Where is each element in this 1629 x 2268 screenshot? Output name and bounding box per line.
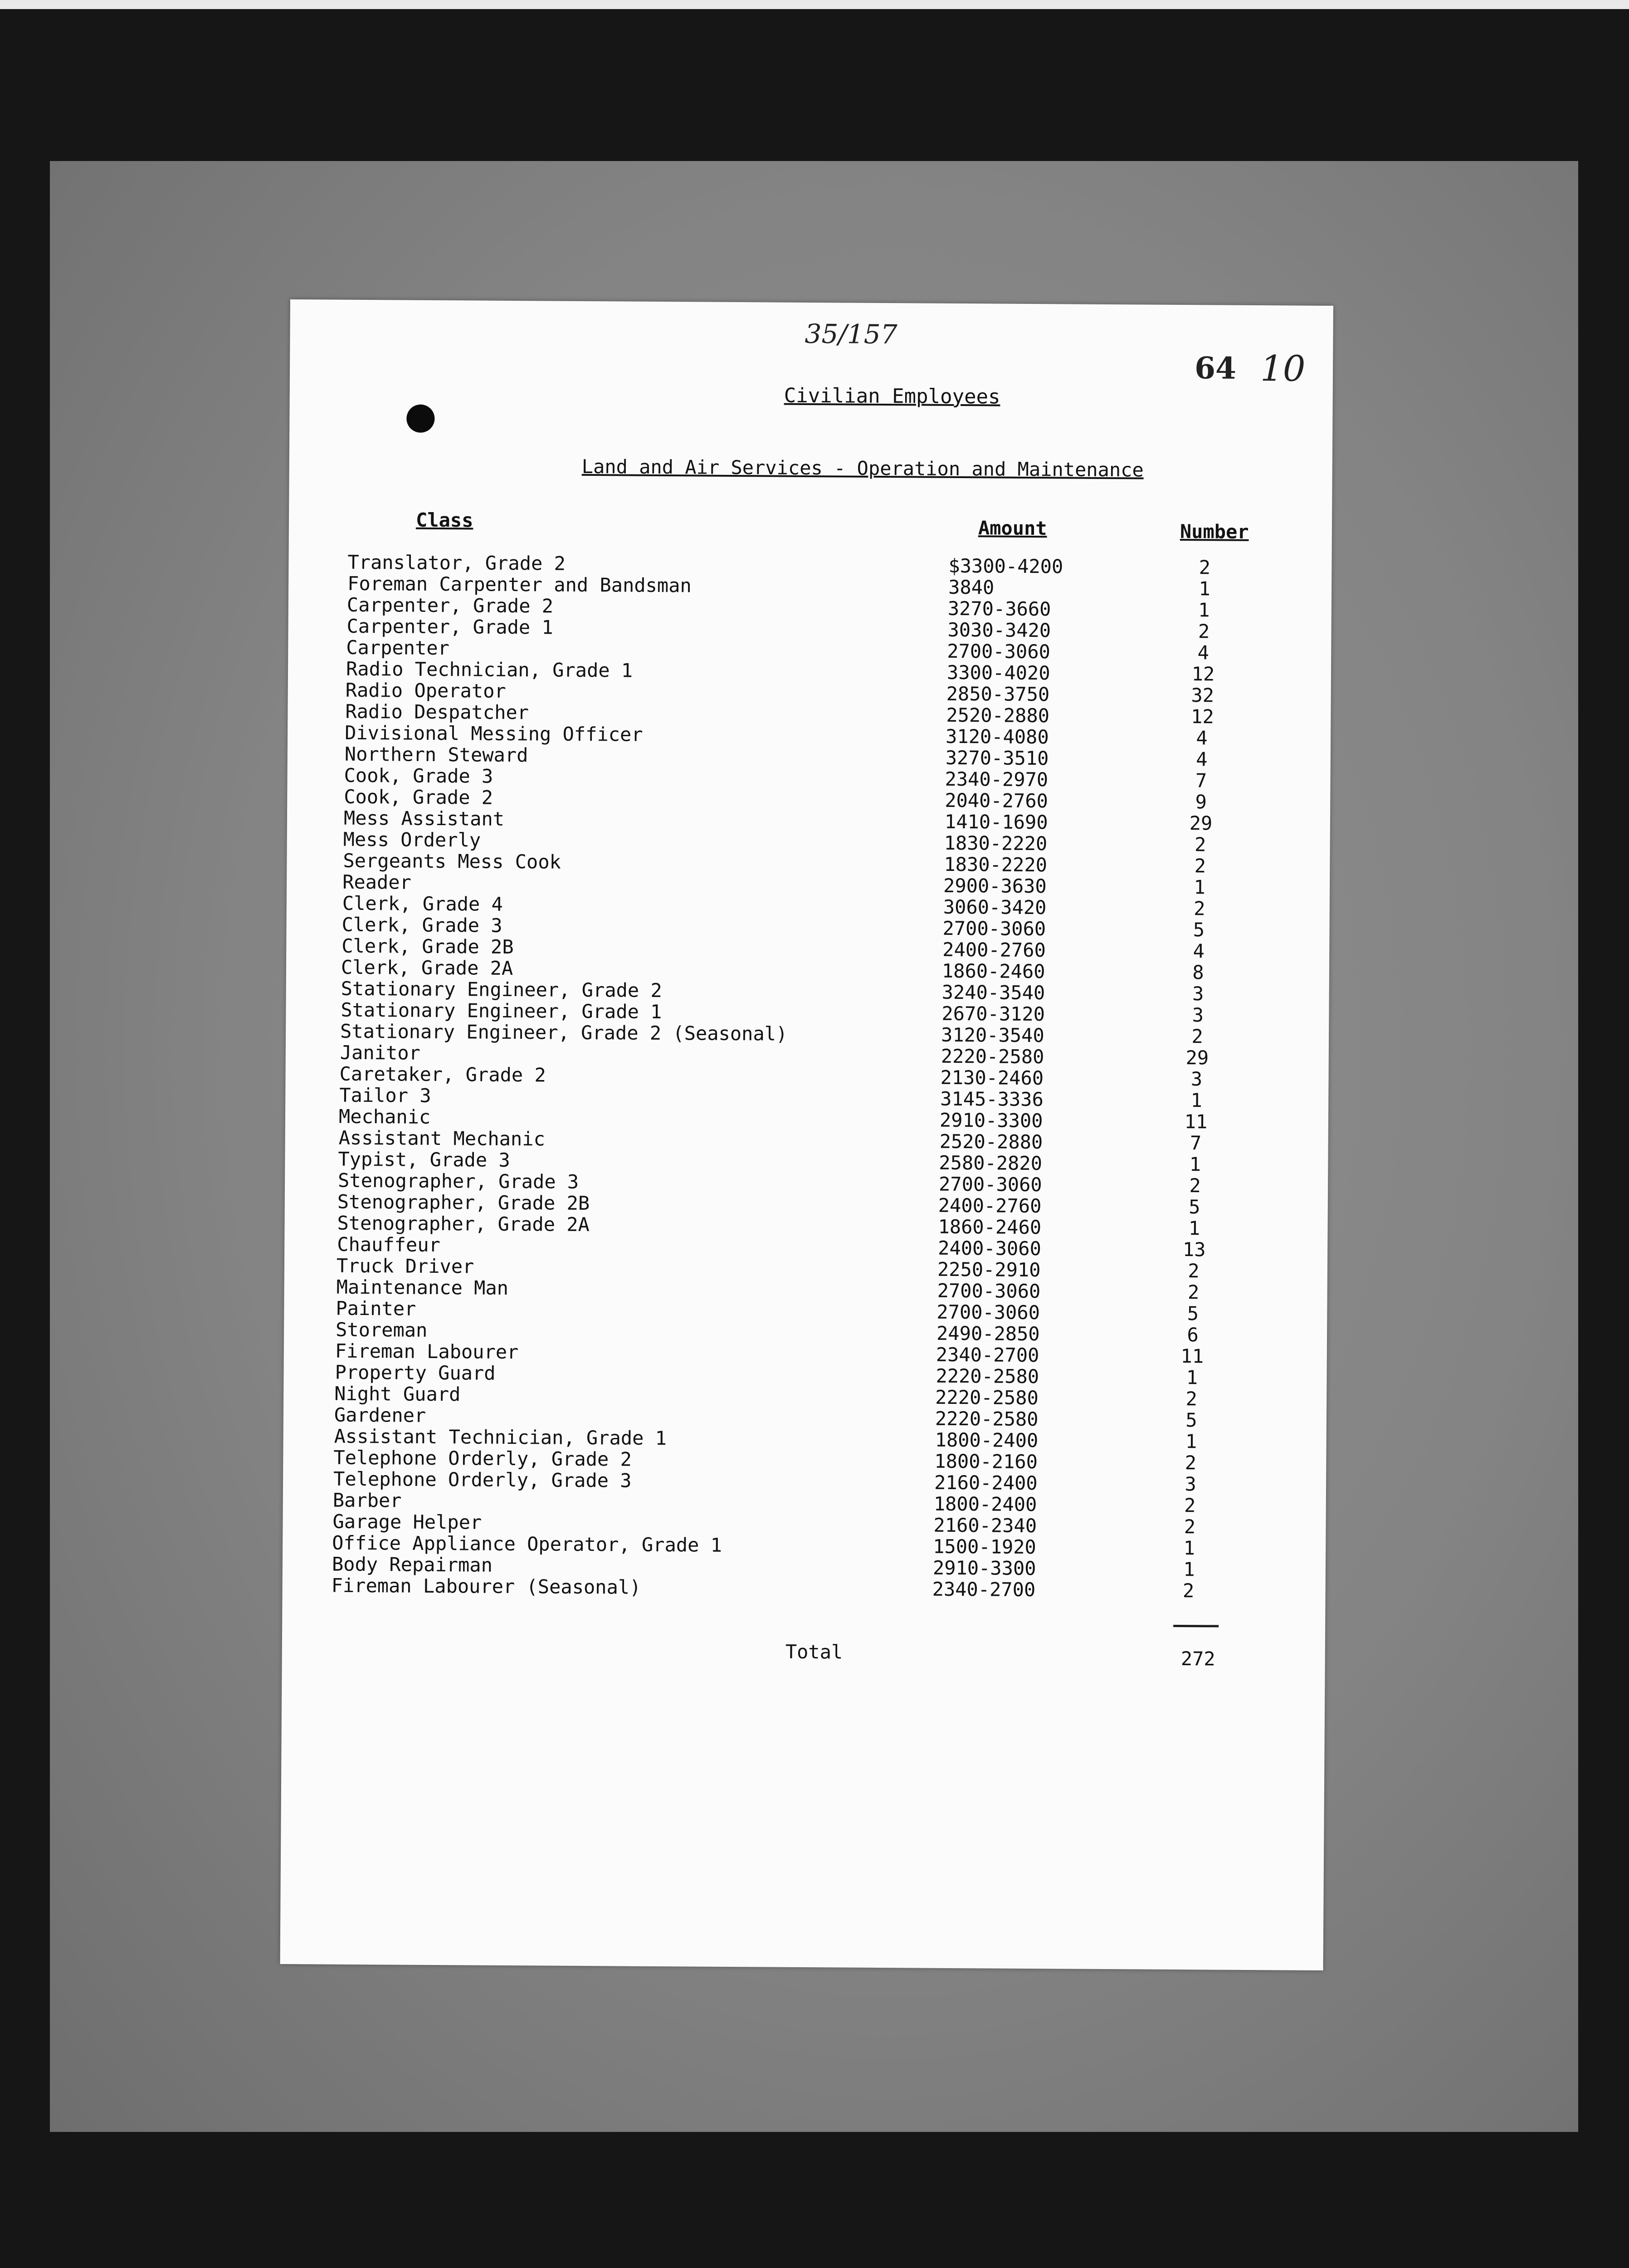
employee-table [283,551,1332,1602]
row-amount: 1830-2220 [944,831,1048,855]
row-amount: 3145-3336 [940,1087,1044,1111]
row-class: Painter [336,1297,416,1320]
row-amount: 2700-3060 [947,640,1051,663]
row-number: 8 [1192,961,1204,984]
row-class: Carpenter [346,636,450,660]
row-amount: 2340-2700 [932,1578,1036,1601]
row-number: 12 [1191,663,1215,685]
row-class: Fireman Labourer [335,1339,519,1364]
row-number: 29 [1189,812,1213,835]
scan-top-edge [0,0,1629,9]
row-number: 2 [1194,897,1205,920]
row-number: 2 [1187,1281,1200,1304]
row-amount: 1800-2400 [935,1428,1039,1452]
row-amount: 2900-3630 [943,874,1047,898]
row-class: Mechanic [338,1105,431,1128]
row-amount: 3120-4080 [945,725,1049,748]
row-amount: 3300-4020 [946,661,1050,684]
row-number: 3 [1192,1004,1204,1026]
row-amount: 3840 [948,576,995,599]
row-number: 1 [1188,1217,1200,1240]
row-class: Stationary Engineer, Grade 1 [341,998,662,1023]
row-amount: 3060-3420 [943,895,1047,919]
row-amount: 2910-3300 [939,1109,1043,1132]
row-amount: 2340-2970 [945,767,1049,791]
row-class: Barber [332,1489,402,1512]
row-class: Stenographer, Grade 2A [337,1212,590,1236]
row-class: Garage Helper [332,1510,482,1534]
row-number: 5 [1185,1409,1197,1432]
row-class: Maintenance Man [336,1276,509,1299]
row-number: 1 [1183,1537,1195,1559]
row-class: Fireman Labourer (Seasonal) [331,1574,641,1598]
row-amount: 2160-2400 [934,1471,1038,1495]
column-header-number: Number [1180,520,1249,543]
column-header-amount: Amount [978,517,1047,540]
row-number: 1 [1194,876,1205,899]
row-amount: 2400-2760 [938,1194,1042,1217]
row-class: Mess Orderly [343,828,481,851]
row-amount: 2220-2580 [936,1364,1039,1388]
row-number: 2 [1194,833,1206,856]
row-amount: 1410-1690 [944,810,1048,834]
row-class: Assistant Mechanic [338,1126,546,1150]
row-class: Clerk, Grade 4 [342,892,503,915]
row-class: Clerk, Grade 2B [341,934,514,958]
row-number: 1 [1183,1558,1195,1581]
handwritten-page-number: 10 [1260,348,1306,390]
row-class: Carpenter, Grade 2 [346,593,554,617]
row-amount: 2220-2580 [935,1407,1039,1431]
row-amount: 2220-2580 [935,1386,1039,1409]
row-number: 1 [1185,1430,1197,1453]
row-amount: 2520-2880 [946,704,1050,727]
row-number: 7 [1195,769,1207,792]
row-number: 4 [1196,727,1208,749]
row-amount: 3270-3660 [947,597,1051,621]
row-number: 1 [1198,599,1210,621]
row-class: Stationary Engineer, Grade 2 [341,977,662,1002]
row-number: 4 [1197,641,1210,664]
row-number: 2 [1185,1388,1198,1410]
row-amount: 2670-3120 [941,1002,1045,1026]
row-amount: 3120-3540 [941,1023,1044,1047]
total-label: Total [785,1640,843,1663]
row-class: Body Repairman [332,1553,493,1576]
row-class: Office Appliance Operator, Grade 1 [332,1531,722,1556]
row-class: Stationary Engineer, Grade 2 (Seasonal) [340,1020,788,1045]
row-class: Typist, Grade 3 [338,1148,510,1171]
row-number: 3 [1190,1068,1203,1090]
row-number: 2 [1198,620,1210,643]
row-class: Tailor 3 [339,1084,431,1107]
total-rule [1173,1625,1219,1628]
row-amount: $3300-4200 [948,554,1063,578]
document-subtitle: Land and Air Services - Operation and Maintenance [581,455,1144,481]
row-class: Clerk, Grade 3 [341,913,502,937]
row-amount: 1500-1920 [933,1535,1036,1559]
row-class: Gardener [334,1403,426,1427]
row-class: Radio Operator [345,679,506,702]
row-class: Truck Driver [336,1254,474,1278]
row-number: 3 [1185,1473,1196,1496]
row-amount: 2580-2820 [939,1151,1043,1175]
column-header-class: Class [415,508,473,532]
row-class: Divisional Messing Officer [345,721,643,746]
row-number: 7 [1190,1132,1202,1154]
page-number: 64 [1194,350,1237,386]
row-class: Radio Technician, Grade 1 [346,657,633,682]
document-title: Civilian Employees [784,384,1000,409]
row-class: Stenographer, Grade 3 [337,1169,579,1193]
row-number: 2 [1188,1260,1200,1282]
row-amount: 2400-3060 [938,1237,1041,1260]
row-number: 6 [1187,1324,1199,1346]
row-amount: 2130-2460 [940,1066,1044,1090]
row-amount: 2400-2760 [942,938,1046,962]
row-number: 1 [1186,1366,1198,1389]
row-number: 2 [1184,1494,1196,1517]
row-class: Caretaker, Grade 2 [339,1062,546,1086]
row-class: Carpenter, Grade 1 [346,615,553,639]
row-number: 1 [1199,577,1210,600]
row-number: 4 [1196,748,1208,771]
row-class: Sergeants Mess Cook [343,849,561,873]
row-number: 2 [1199,556,1211,579]
row-amount: 2700-3060 [936,1300,1040,1324]
row-class: Property Guard [335,1361,496,1384]
total-value: 272 [1180,1647,1215,1670]
row-number: 2 [1182,1579,1195,1602]
row-amount: 2700-3060 [942,917,1046,940]
row-class: Radio Despatcher [345,700,529,724]
row-class: Cook, Grade 2 [344,785,493,809]
row-number: 3 [1192,982,1204,1005]
row-amount: 2220-2580 [941,1045,1044,1068]
row-number: 11 [1180,1345,1204,1368]
row-amount: 3030-3420 [947,618,1051,642]
row-amount: 1830-2220 [944,853,1048,876]
row-class: Telephone Orderly, Grade 2 [333,1446,632,1471]
row-number: 5 [1189,1196,1200,1218]
row-amount: 2250-2910 [937,1258,1041,1281]
row-number: 2 [1194,855,1206,877]
row-class: Translator, Grade 2 [347,551,566,575]
row-class: Night Guard [334,1382,461,1406]
row-number: 11 [1184,1110,1208,1133]
row-class: Chauffeur [337,1233,441,1256]
row-amount: 2490-2850 [936,1322,1040,1345]
row-amount: 2340-2700 [936,1343,1039,1367]
row-number: 2 [1189,1174,1201,1197]
row-number: 9 [1195,791,1207,813]
row-number: 29 [1185,1046,1209,1069]
row-amount: 2910-3300 [932,1556,1036,1580]
row-amount: 1800-2400 [933,1492,1037,1516]
row-number: 5 [1193,919,1205,941]
row-class: Storeman [335,1318,428,1341]
row-amount: 1860-2460 [938,1215,1042,1239]
row-class: Reader [342,870,412,894]
row-amount: 3240-3540 [941,981,1045,1004]
row-class: Cook, Grade 3 [344,764,493,787]
row-number: 5 [1187,1302,1199,1325]
row-amount: 2040-2760 [945,789,1049,812]
punch-hole [406,405,434,433]
row-amount: 2850-3750 [946,682,1050,706]
row-number: 32 [1191,684,1214,707]
row-class: Clerk, Grade 2A [341,956,513,980]
row-number: 12 [1190,705,1214,728]
row-class: Foreman Carpenter and Bandsman [347,572,692,597]
row-amount: 2160-2340 [933,1514,1037,1537]
row-class: Mess Assistant [343,807,505,830]
row-amount: 2520-2880 [939,1130,1043,1154]
row-number: 2 [1184,1515,1196,1538]
handwritten-reference-number: 35/157 [805,318,897,350]
row-class: Stenographer, Grade 2B [337,1190,590,1215]
row-amount: 2700-3060 [937,1279,1041,1303]
row-number: 2 [1191,1025,1203,1048]
row-number: 1 [1190,1089,1203,1112]
row-number: 1 [1189,1153,1201,1176]
row-amount: 2700-3060 [938,1173,1042,1196]
row-class: Janitor [340,1041,421,1064]
document-page [280,299,1333,1970]
row-amount: 1860-2460 [941,959,1045,983]
row-number: 4 [1193,940,1205,963]
row-class: Assistant Technician, Grade 1 [334,1425,667,1450]
row-number: 2 [1185,1452,1197,1474]
row-amount: 1800-2160 [934,1450,1038,1473]
row-class: Telephone Orderly, Grade 3 [333,1467,632,1492]
row-number: 13 [1182,1238,1206,1261]
row-class: Northern Steward [344,743,528,767]
row-amount: 3270-3510 [945,746,1049,770]
